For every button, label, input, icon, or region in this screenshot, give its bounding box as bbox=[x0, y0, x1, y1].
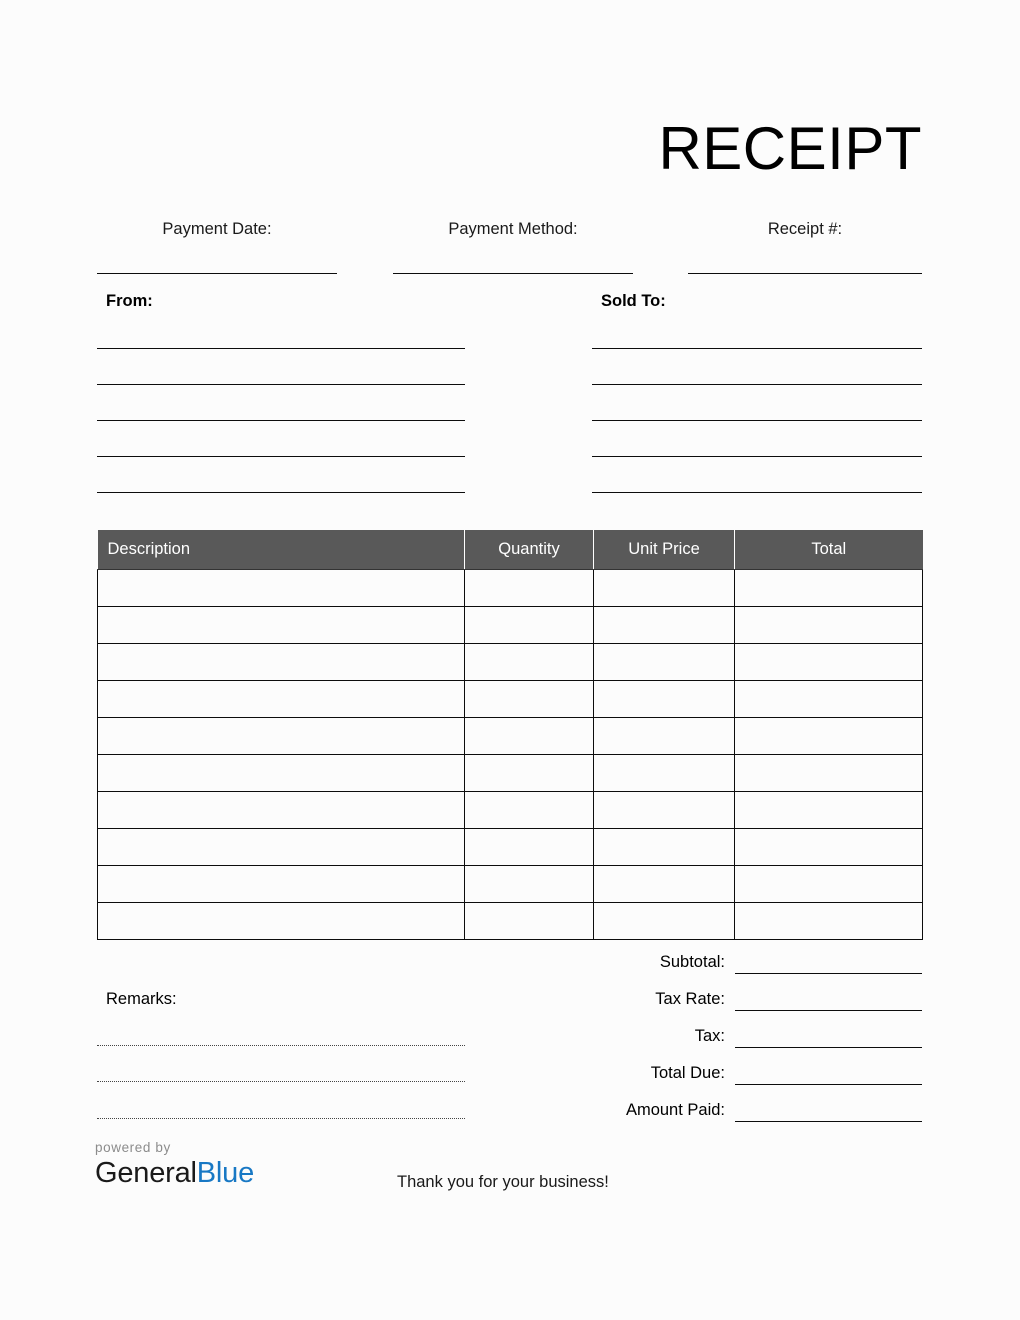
from-line-3[interactable] bbox=[97, 420, 465, 421]
sold-to-line-3[interactable] bbox=[592, 420, 922, 421]
table-row[interactable] bbox=[98, 681, 923, 718]
cell-description[interactable] bbox=[98, 644, 465, 681]
cell-unit-price[interactable] bbox=[594, 903, 735, 940]
receipt-number-input-rule[interactable] bbox=[688, 273, 922, 274]
sold-to-line-5[interactable] bbox=[592, 492, 922, 493]
from-line-5[interactable] bbox=[97, 492, 465, 493]
cell-unit-price[interactable] bbox=[594, 607, 735, 644]
remarks-label: Remarks: bbox=[106, 990, 177, 1008]
subtotal-input-rule[interactable] bbox=[735, 973, 922, 974]
thank-you-message: Thank you for your business! bbox=[397, 1173, 609, 1191]
cell-unit-price[interactable] bbox=[594, 792, 735, 829]
cell-total[interactable] bbox=[735, 792, 923, 829]
cell-description[interactable] bbox=[98, 681, 465, 718]
cell-unit-price[interactable] bbox=[594, 866, 735, 903]
tax-rate-row[interactable] bbox=[560, 989, 922, 1011]
cell-description[interactable] bbox=[98, 866, 465, 903]
table-row[interactable] bbox=[98, 718, 923, 755]
payment-date-input-rule[interactable] bbox=[97, 273, 337, 274]
brand-name-general: General bbox=[95, 1157, 197, 1189]
cell-total[interactable] bbox=[735, 755, 923, 792]
payment-method-label: Payment Method: bbox=[448, 220, 578, 238]
cell-quantity[interactable] bbox=[465, 681, 594, 718]
column-header-total: Total bbox=[735, 530, 923, 570]
cell-description[interactable] bbox=[98, 792, 465, 829]
cell-description[interactable] bbox=[98, 570, 465, 607]
tax-label: Tax: bbox=[694, 1027, 725, 1045]
cell-unit-price[interactable] bbox=[594, 755, 735, 792]
brand-name-blue: Blue bbox=[196, 1157, 255, 1189]
cell-quantity[interactable] bbox=[465, 570, 594, 607]
cell-unit-price[interactable] bbox=[594, 644, 735, 681]
table-row[interactable] bbox=[98, 903, 923, 940]
subtotal-label: Subtotal: bbox=[659, 953, 725, 971]
cell-description[interactable] bbox=[98, 718, 465, 755]
cell-unit-price[interactable] bbox=[594, 681, 735, 718]
generalblue-logo bbox=[95, 1140, 254, 1190]
remarks-line-1[interactable] bbox=[97, 1045, 465, 1046]
remarks-line-2[interactable] bbox=[97, 1081, 465, 1082]
receipt-number-field[interactable] bbox=[688, 219, 922, 239]
cell-total[interactable] bbox=[735, 829, 923, 866]
amount-paid-label: Amount Paid: bbox=[625, 1101, 725, 1119]
line-items-table bbox=[97, 530, 923, 940]
table-row[interactable] bbox=[98, 570, 923, 607]
table-row[interactable] bbox=[98, 829, 923, 866]
cell-unit-price[interactable] bbox=[594, 718, 735, 755]
cell-total[interactable] bbox=[735, 570, 923, 607]
payment-method-field[interactable] bbox=[393, 219, 633, 239]
amount-paid-input-rule[interactable] bbox=[735, 1121, 922, 1122]
cell-description[interactable] bbox=[98, 607, 465, 644]
cell-quantity[interactable] bbox=[465, 829, 594, 866]
total-due-input-rule[interactable] bbox=[735, 1084, 922, 1085]
from-line-4[interactable] bbox=[97, 456, 465, 457]
table-header-row bbox=[98, 530, 923, 570]
brand-name bbox=[95, 1156, 254, 1190]
sold-to-line-1[interactable] bbox=[592, 348, 922, 349]
cell-quantity[interactable] bbox=[465, 607, 594, 644]
payment-method-input-rule[interactable] bbox=[393, 273, 633, 274]
table-row[interactable] bbox=[98, 607, 923, 644]
column-header-description: Description bbox=[98, 530, 465, 570]
cell-description[interactable] bbox=[98, 755, 465, 792]
table-row[interactable] bbox=[98, 755, 923, 792]
cell-total[interactable] bbox=[735, 644, 923, 681]
tax-rate-label: Tax Rate: bbox=[655, 990, 725, 1008]
line-items-body bbox=[98, 570, 923, 940]
cell-quantity[interactable] bbox=[465, 755, 594, 792]
cell-quantity[interactable] bbox=[465, 718, 594, 755]
cell-quantity[interactable] bbox=[465, 644, 594, 681]
tax-input-rule[interactable] bbox=[735, 1047, 922, 1048]
from-label: From: bbox=[106, 292, 153, 310]
from-line-2[interactable] bbox=[97, 384, 465, 385]
cell-description[interactable] bbox=[98, 829, 465, 866]
tax-row[interactable] bbox=[560, 1026, 922, 1048]
cell-quantity[interactable] bbox=[465, 792, 594, 829]
page-title: RECEIPT bbox=[658, 115, 922, 182]
cell-total[interactable] bbox=[735, 718, 923, 755]
total-due-label: Total Due: bbox=[650, 1064, 725, 1082]
column-header-quantity: Quantity bbox=[465, 530, 594, 570]
receipt-number-label: Receipt #: bbox=[767, 220, 843, 238]
table-row[interactable] bbox=[98, 644, 923, 681]
cell-total[interactable] bbox=[735, 903, 923, 940]
table-row[interactable] bbox=[98, 792, 923, 829]
cell-unit-price[interactable] bbox=[594, 829, 735, 866]
cell-total[interactable] bbox=[735, 607, 923, 644]
cell-total[interactable] bbox=[735, 866, 923, 903]
tax-rate-input-rule[interactable] bbox=[735, 1010, 922, 1011]
payment-date-label: Payment Date: bbox=[162, 220, 272, 238]
column-header-unit-price: Unit Price bbox=[594, 530, 735, 570]
sold-to-line-4[interactable] bbox=[592, 456, 922, 457]
powered-by-label: powered by bbox=[95, 1140, 171, 1155]
sold-to-label: Sold To: bbox=[601, 292, 666, 310]
total-due-row[interactable] bbox=[560, 1063, 922, 1085]
cell-total[interactable] bbox=[735, 681, 923, 718]
sold-to-line-2[interactable] bbox=[592, 384, 922, 385]
from-line-1[interactable] bbox=[97, 348, 465, 349]
payment-date-field[interactable] bbox=[97, 219, 337, 239]
amount-paid-row[interactable] bbox=[560, 1100, 922, 1122]
cell-quantity[interactable] bbox=[465, 903, 594, 940]
cell-quantity[interactable] bbox=[465, 866, 594, 903]
cell-description[interactable] bbox=[98, 903, 465, 940]
remarks-line-3[interactable] bbox=[97, 1118, 465, 1119]
table-row[interactable] bbox=[98, 866, 923, 903]
subtotal-row[interactable] bbox=[560, 952, 922, 974]
cell-unit-price[interactable] bbox=[594, 570, 735, 607]
